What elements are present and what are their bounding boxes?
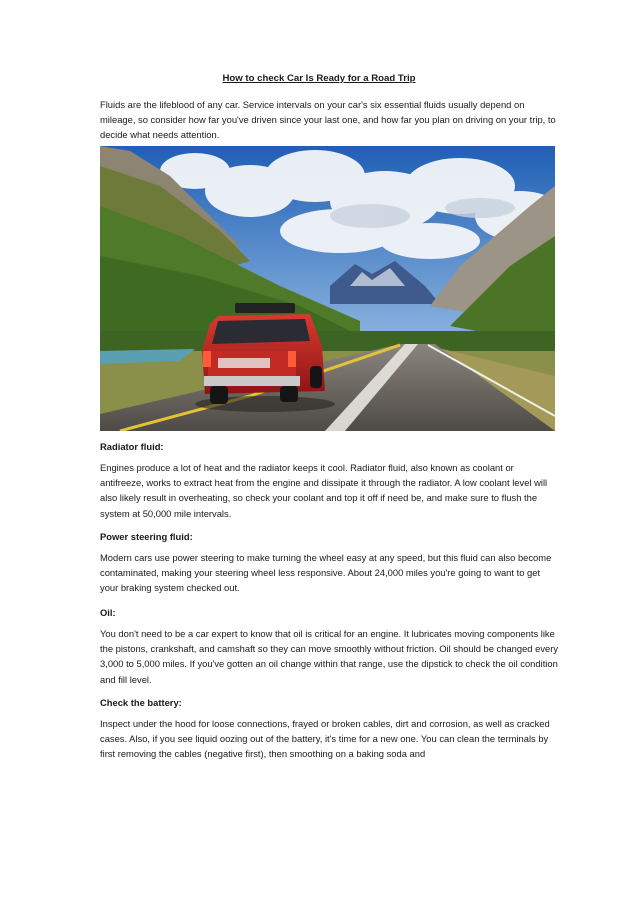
- section-body-power-steering: Modern cars use power steering to make turning the wheel easy at any speed, but this fluid can also become contaminated, making your steering wheel less responsive. About 24,000 miles you're going to want to get your braking system checked out.: [100, 552, 552, 594]
- road-trip-photo: [100, 146, 555, 431]
- intro-paragraph: Fluids are the lifeblood of any car. Service intervals on your car's six essential fluids usually depend on mileage, so consider how far you've driven since your last one, and how far you plan on driving on your trip, to decide what needs attention.: [100, 99, 556, 141]
- section-heading-battery: Check the battery:: [100, 697, 182, 708]
- section-body-oil: You don't need to be a car expert to know that oil is critical for an engine. It lubricates moving components like the pistons, crankshaft, and camshaft so they can move smoothly without friction. Oil should be changed every 3,000 to 5,000 miles. If you've gotten an oil change within that range, use the dipstick to check the oil condition and fill level.: [100, 628, 559, 685]
- section-body-battery: Inspect under the hood for loose connections, frayed or broken cables, dirt and corrosion, as well as cracked cases. Also, if you see liquid oozing out of the battery, it's time for a new one. You can clean the terminals by first removing the cables (negative first), then smoothing on a baking soda and: [100, 718, 550, 760]
- page-title: How to check Car Is Ready for a Road Trip: [222, 73, 416, 84]
- section-heading-power-steering: Power steering fluid:: [100, 531, 193, 542]
- section-body-radiator: Engines produce a lot of heat and the radiator keeps it cool. Radiator fluid, also known as coolant or antifreeze, works to extract heat from the engine and dissipate it through the radiator. A low coolant level will also likely result in overheating, so check your coolant and top it off if need be, and make sure to flush the system at 50,000 mile intervals.: [100, 462, 548, 519]
- section-heading-radiator: Radiator fluid:: [100, 441, 164, 452]
- section-heading-oil: Oil:: [100, 607, 116, 618]
- red-suv: [202, 303, 325, 404]
